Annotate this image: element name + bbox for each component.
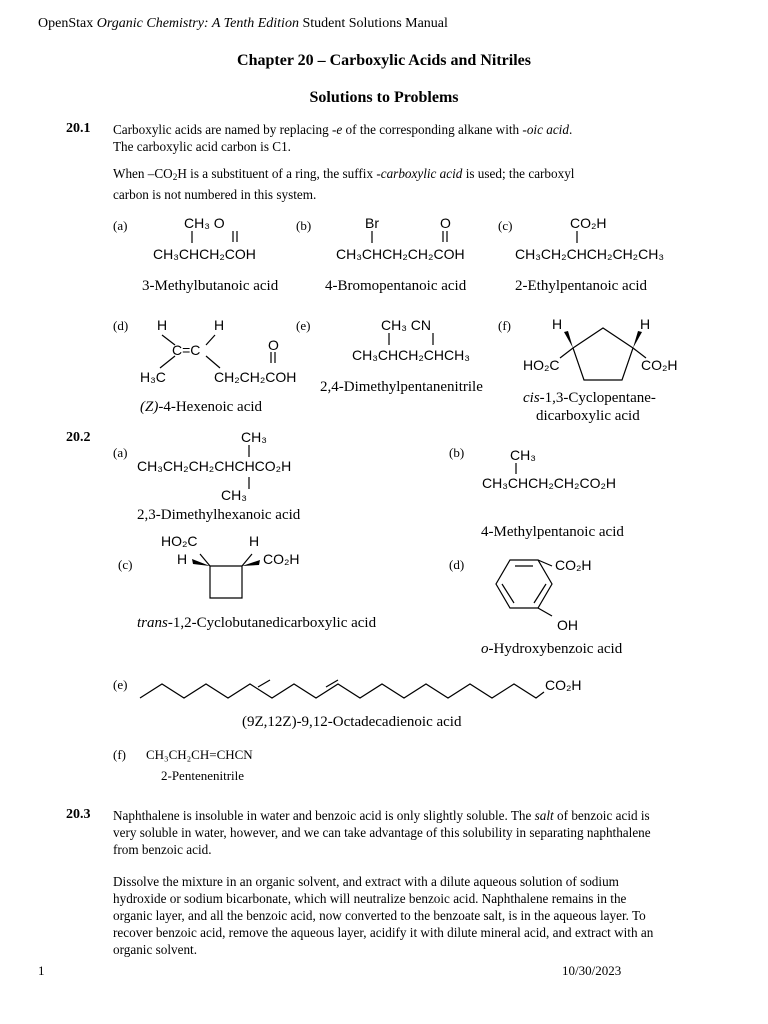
compound-name: 2,4-Dimethylpentanenitrile: [320, 379, 483, 395]
problem-number-20-2: 20.2: [66, 430, 91, 445]
hydrogen: H: [640, 316, 651, 332]
section-title: Solutions to Problems: [309, 89, 459, 106]
header-pre: OpenStax: [38, 16, 97, 31]
structural-formula: CH₃CHCH₂CH₂COH: [336, 246, 465, 262]
substituent: Br: [365, 215, 379, 231]
text-run: -e: [331, 122, 343, 137]
compound-name-line2: dicarboxylic acid: [536, 408, 640, 424]
chapter-title: Chapter 20 – Carboxylic Acids and Nitriles: [237, 52, 531, 69]
structure-substituents: CH₃ O: [184, 215, 225, 231]
text-run: -1,3-Cyclopentane-: [539, 390, 656, 406]
text-run: cis: [523, 390, 540, 406]
structural-formula: CH₃CH₂CH=CHCN: [146, 747, 253, 762]
item-label: (f): [113, 747, 126, 762]
text-run: -oic acid: [522, 122, 569, 137]
text-run: Carboxylic acids are named by replacing: [113, 122, 332, 137]
structural-formula: CH₂CH₂COH: [214, 369, 297, 385]
compound-name: 2-Ethylpentanoic acid: [515, 278, 648, 294]
structural-formula: CH₃CHCH₂CH₂CO₂H: [482, 475, 616, 491]
item-label: (c): [498, 218, 513, 233]
substituent: CO₂H: [263, 551, 300, 567]
problem-20-3-para1: [113, 807, 658, 858]
substituent: CO₂H: [641, 357, 678, 373]
substituent: HO₂C: [161, 533, 198, 549]
hydrogen: H: [157, 317, 168, 333]
text-run: salt: [534, 808, 554, 823]
structural-formula: CH₃CHCH₂COH: [153, 246, 256, 262]
structural-formula: CH₃CHCH₂CHCH₃: [352, 347, 470, 363]
compound-name: [481, 641, 622, 658]
item-label: (b): [296, 218, 312, 233]
item-label: (c): [118, 557, 133, 572]
structural-formula: CH₃CH₂CH₂CHCHCO₂H: [137, 458, 292, 474]
substituent: HO₂C: [523, 357, 560, 373]
problem-20-1-ring-rule: [113, 165, 653, 203]
problem-number-20-3: 20.3: [66, 807, 91, 822]
running-header: [38, 16, 448, 32]
item-label: (a): [113, 445, 128, 460]
substituent: CH₃: [510, 447, 536, 463]
date: 10/30/2023: [562, 963, 622, 978]
page-number: 1: [38, 963, 45, 978]
text-run: .: [568, 122, 573, 137]
header-book-title: Organic Chemistry: A Tenth Edition: [96, 16, 299, 31]
compound-name: [137, 615, 376, 632]
item-label: (d): [113, 318, 129, 333]
end-group: CO₂H: [545, 677, 582, 693]
text-run: -1,2-Cyclobutanedicarboxylic acid: [167, 615, 377, 631]
item-label: (e): [296, 318, 311, 333]
compound-name: 4-Bromopentanoic acid: [325, 278, 467, 294]
text-run: The carboxylic acid carbon is C1.: [113, 139, 291, 154]
carbonyl-oxygen: O: [268, 337, 279, 353]
hydrogen: H: [249, 533, 260, 549]
hydrogen: H: [177, 551, 188, 567]
problem-20-3-para2: Dissolve the mixture in an organic solvent, and extract with a dilute aqueous solution of sodium hydroxide or sodium bicarbonate, which will neutralize benzoic acid. Naphthalene remains in the organic layer, and all the benzoic acid, now converted to the benzoate salt, is in the aqueous layer. To recover benzoic acid, remove the aqueous layer, acidify it with dilute mineral acid, and extract with an organic solvent.: [113, 874, 654, 957]
text-run: trans: [137, 615, 168, 631]
item-label: (d): [449, 557, 465, 572]
hydrogen: H: [552, 316, 563, 332]
compound-name: 3-Methylbutanoic acid: [142, 278, 279, 294]
substituents: CH₃ CN: [381, 317, 432, 333]
skeletal-chain: [140, 670, 560, 710]
double-bond: C=C: [172, 342, 201, 358]
compound-name: [523, 390, 656, 407]
compound-name: (9Z,12Z)-9,12-Octadecadienoic acid: [242, 714, 462, 730]
hydrogen: H: [214, 317, 225, 333]
text-run: H is a substituent of a ring, the suffix: [177, 166, 377, 181]
item-label: (f): [498, 318, 511, 333]
problem-20-1-intro: [113, 121, 653, 155]
methyl-group: H₃C: [140, 369, 166, 385]
compound-name: [140, 399, 262, 416]
cyclopentane-ring: [555, 320, 675, 390]
compound-name: 4-Methylpentanoic acid: [481, 524, 624, 540]
substituent: CO₂H: [555, 557, 592, 573]
text-run: of benzoic acid is very soluble in water, however, and we can take advantage of this solubility in separating naphthalene from benzoic acid.: [113, 808, 651, 857]
substituent: CO₂H: [570, 215, 607, 231]
text-run: is used; the carboxyl: [462, 166, 575, 181]
text-run: -carboxylic acid: [376, 166, 463, 181]
text-run: When –CO: [113, 166, 173, 181]
text-run: -4-Hexenoic acid: [158, 399, 263, 415]
structural-formula: CH₃CH₂CHCH₂CH₂CH₃: [515, 246, 665, 262]
problem-number-20-1: 20.1: [66, 121, 91, 136]
substituent: CH₃: [221, 487, 247, 503]
text-run: (Z): [140, 399, 159, 415]
substituent: CH₃: [241, 429, 267, 445]
compound-name: 2,3-Dimethylhexanoic acid: [137, 507, 301, 523]
text-run: o: [481, 641, 489, 657]
item-label: (b): [449, 445, 465, 460]
compound-name: 2-Pentenenitrile: [161, 768, 245, 783]
item-label: (e): [113, 677, 128, 692]
carbonyl-oxygen: O: [440, 215, 451, 231]
text-run: -Hydroxybenzoic acid: [488, 641, 623, 657]
text-run: 2: [172, 172, 178, 182]
text-run: of the corresponding alkane with: [342, 122, 523, 137]
item-label: (a): [113, 218, 128, 233]
substituent: OH: [557, 617, 578, 633]
text-run: carbon is not numbered in this system.: [113, 187, 317, 202]
header-post: Student Solutions Manual: [298, 16, 448, 31]
text-run: Naphthalene is insoluble in water and benzoic acid is only slightly soluble. The: [113, 808, 535, 823]
